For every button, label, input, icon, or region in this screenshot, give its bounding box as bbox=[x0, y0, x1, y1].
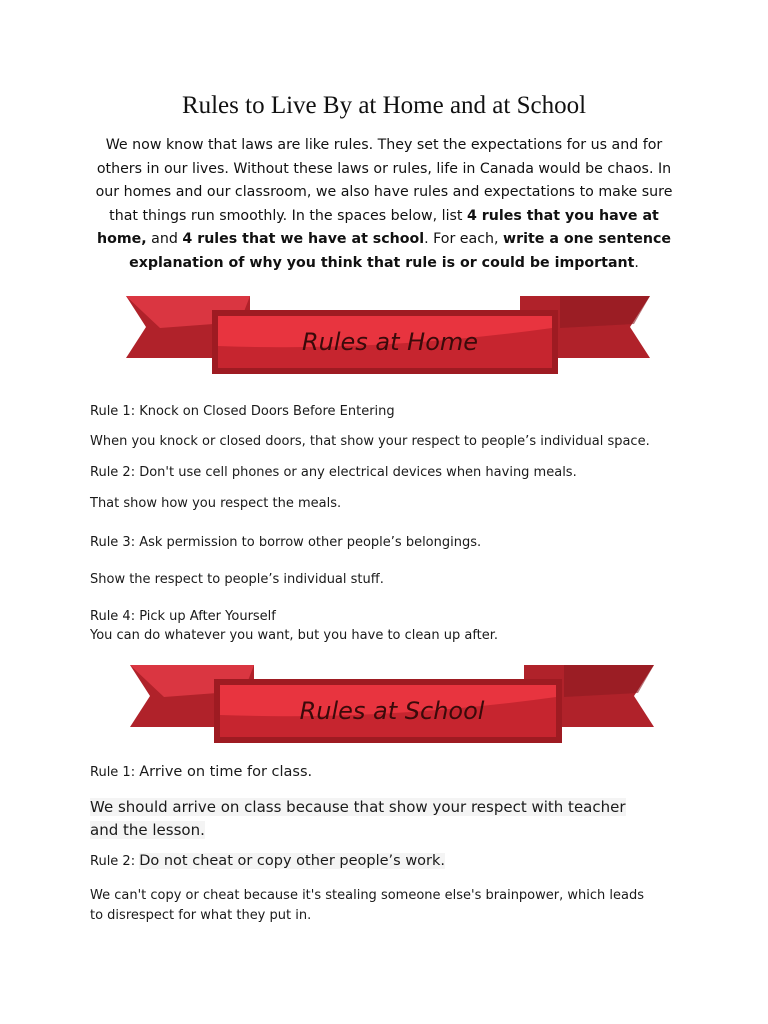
school-rule-2-text: Do not cheat or copy other people’s work. bbox=[139, 853, 446, 869]
intro-text-1: We now know that laws are like rules. They set the expectations for us and for others in our lives. Without these laws or rules, life in Canada would be chaos. In our homes and our classroom, we also have rules and expectations to make sure that things run smoothly. In the spaces below, list bbox=[95, 137, 673, 224]
home-rule-3: Rule 3: Ask permission to borrow other people’s belongings. bbox=[90, 535, 482, 550]
school-rule-2 bbox=[90, 853, 690, 869]
rules-at-school-banner bbox=[0, 657, 768, 749]
school-rule-1-prefix: Rule 1: bbox=[90, 765, 140, 780]
school-rule-1-explanation: We should arrive on class because that show your respect with teacher and the lesson. bbox=[90, 798, 626, 839]
intro-bold-instruction: write a one sentence explanation of why you think that rule is or could be important bbox=[129, 231, 671, 271]
school-rule-2-prefix: Rule 2: bbox=[90, 854, 140, 869]
intro-text-4: . bbox=[634, 254, 639, 271]
school-rule-1-text: Arrive on time for class. bbox=[139, 764, 313, 780]
intro-paragraph bbox=[84, 134, 684, 275]
home-rule-4-explanation: You can do whatever you want, but you have to clean up after. bbox=[90, 628, 499, 643]
intro-bold-home: 4 rules that you have at home, bbox=[97, 207, 659, 247]
intro-bold-school: 4 rules that we have at school bbox=[182, 231, 425, 247]
rules-at-school-label: Rules at School bbox=[299, 697, 485, 725]
home-rule-2: Rule 2: Don't use cell phones or any electrical devices when having meals. bbox=[90, 465, 577, 480]
home-rule-4: Rule 4: Pick up After Yourself bbox=[90, 609, 276, 624]
home-rule-3-explanation: Show the respect to people’s individual stuff. bbox=[90, 572, 384, 587]
page-title: Rules to Live By at Home and at School bbox=[181, 92, 587, 119]
rules-at-home-banner bbox=[0, 288, 768, 380]
intro-text-2: and bbox=[146, 231, 183, 247]
home-rule-1: Rule 1: Knock on Closed Doors Before Entering bbox=[90, 404, 395, 419]
intro-text-3: . For each, bbox=[424, 231, 504, 247]
home-rule-1-explanation: When you knock or closed doors, that show your respect to people’s individual space. bbox=[90, 434, 650, 449]
rules-at-home-label: Rules at Home bbox=[301, 328, 479, 356]
school-rule-2-explanation: We can't copy or cheat because it's stealing someone else's brainpower, which leads to disrespect for what they put in. bbox=[90, 888, 644, 923]
home-rule-2-explanation: That show how you respect the meals. bbox=[90, 496, 342, 511]
school-rule-1 bbox=[90, 764, 690, 780]
